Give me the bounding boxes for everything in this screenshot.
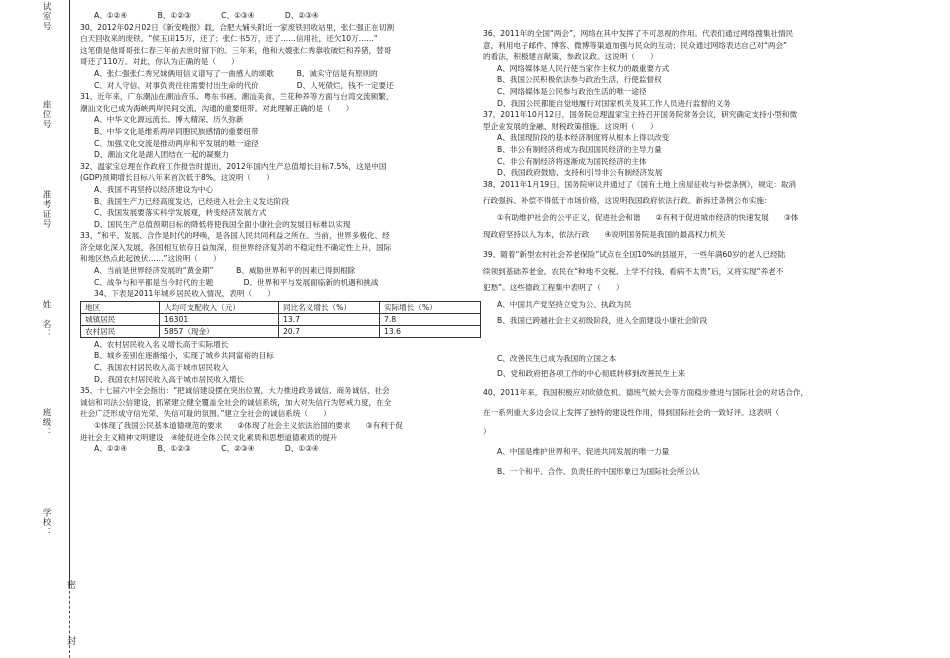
- q34-option: A、农村居民收入名义增长高于实际增长: [94, 339, 229, 349]
- q30-line: 30、2012年02月02日《新安晚报》载，合肥大辅头附近一家废铁回收站里，张仁强正在切割: [80, 22, 395, 32]
- q39-line: 续领到基础养老金。农民在“种地不交税、上学不付钱、看病不太贵”后，又将实现“养老不: [483, 266, 784, 276]
- q40-line: 在一系列重大多边会议上发挥了独特的建设性作用，得到国际社会的一致好评。这表明（: [483, 407, 780, 417]
- q31-option: C、加强文化交流是推动两岸和平发展的唯一途径: [94, 138, 259, 148]
- q39-option: D、党和政府把各项工作的中心彻底转移到改善民生上来: [497, 368, 686, 378]
- q30-line: 白天回收来的废铁。“侯玉田15万，还了；张仁书5万，还了……信用社，还欠10万……”: [80, 34, 378, 44]
- q39-option: A、中国共产党坚持立党为公、执政为民: [497, 299, 632, 309]
- right-column: [483, 28, 938, 477]
- q35-options: A、①②④ B、①②③ C、②③④ D、①③④: [94, 444, 319, 454]
- q36-option: B、我国公民积极依法参与政治生活，行使监督权: [497, 75, 662, 85]
- income-table: [80, 301, 481, 338]
- table-cell: 20.7: [279, 325, 380, 337]
- q32-line: (GDP)预期增长目标八年来首次低于8%。这说明（ ）: [80, 173, 274, 183]
- seal-char-feng: 封: [65, 636, 75, 645]
- q36-line: 意，利用电子邮件、博客、微博等渠道加强与民众的互动；民众通过网络表达自己对“两会”: [483, 40, 788, 50]
- q32-option: A、我国不再坚持以经济建设为中心: [94, 184, 214, 194]
- table-header-cell: 人均可支配收入（元）: [160, 301, 279, 313]
- table-cell: 城镇居民: [81, 313, 160, 325]
- left-column: [80, 10, 485, 455]
- q29-options: A、①②④ B、①②③ C、①③④ D、②③④: [94, 11, 319, 20]
- q31-option: B、中华文化是维系两岸同胞民族感情的重要纽带: [94, 126, 259, 136]
- q36-option: C、网络媒体是公民参与政治生活的唯一途径: [497, 86, 647, 96]
- q30-line: 哥还了110万。对此，你认为正确的是（ ）: [80, 57, 239, 67]
- q35-line: 社会广泛形成守信光荣、失信可耻的氛围。”建立全社会的诚信系统（ ）: [80, 409, 331, 419]
- q38-line: 38、2011年1月19日，国务院审议并通过了《国有土地上房屋征收与补偿条例》，规定：取消: [483, 179, 797, 189]
- q33-line: 33、“和平、发展、合作是时代的呼唤，是各国人民共同利益之所在。当前，世界多极化、经: [80, 231, 390, 241]
- table-cell: 13.6: [380, 325, 481, 337]
- q37-option: C、非公有制经济将逐渐成为国民经济的主体: [497, 156, 647, 166]
- q30-line: 这笔债是他哥哥张仁春三年前去世时留下的。三年来，他和大嫂张仁秀靠收破烂和养猪，替哥: [80, 45, 392, 55]
- q35-statement: 进社会主义精神文明建设 ④能促进全体公民文化素质和思想道德素质的提升: [80, 432, 338, 442]
- q40-option: B、一个和平、合作、负责任的中国形象已为国际社会所公认: [497, 466, 700, 476]
- q31-line: 31、近年来，广东潮汕在潮汕音乐、粤东书画、潮汕美食、兰花种养等方面与台湾交流频繁，: [80, 92, 394, 102]
- q33-line: 和地区热点此起彼伏……”这说明（ ）: [80, 254, 221, 264]
- table-row: [81, 313, 481, 325]
- table-header-cell: 同比名义增长（%）: [279, 301, 380, 313]
- q36-line: 的看法，积极建言献策、参政议政。这说明（ ）: [483, 52, 658, 62]
- q33-option: A、当前是世界经济发展的“黄金期” B、威胁世界和平的因素已得到根除: [94, 266, 356, 276]
- q39-option: B、我国已跨越社会主义初级阶段，进入全面建设小康社会阶段: [497, 316, 708, 326]
- school-label: 学校：: [41, 508, 51, 537]
- table-header-cell: 地区: [81, 301, 160, 313]
- q40-option: A、中国是维护世界和平、促进共同发展的唯一力量: [497, 447, 670, 457]
- q39-option: C、改善民生已成为我国的立国之本: [497, 354, 617, 364]
- q37-line: 型企业发展的金融、财税政策措施。这说明（ ）: [483, 121, 658, 131]
- q39-line: 犯愁”。这些德政工程集中表明了（ ）: [483, 283, 624, 293]
- exam-room-label: 试室号: [41, 2, 51, 31]
- q32-option: B、我国生产力已经高度发达，已经进入社会主义发达阶段: [94, 196, 290, 206]
- q32-option: C、我国发展要落实科学发展观，转变经济发展方式: [94, 208, 267, 218]
- q31-option: A、中华文化源远流长、博大精深、历久弥新: [94, 115, 244, 125]
- q35-statement: ①体现了我国公民基本道德规范的要求 ②体现了社会主义依法治国的要求 ③有利于促: [94, 421, 403, 430]
- q34-option: C、我国农村居民收入高于城市居民收入: [94, 363, 229, 373]
- q38-statement: 现政府坚持以人为本，依法行政 ④说明国务院是我国的最高权力机关: [483, 229, 726, 239]
- q35-line: 诚信和司法公信建设，抓紧建立健全覆盖全社会的诚信系统，加大对失信行为惩戒力度，在全: [80, 397, 392, 407]
- q31-line: 潮汕文化已成为海峡两岸民间交流、沟通的重要纽带。对此理解正确的是（ ）: [80, 103, 354, 113]
- q40-line: ）: [483, 427, 491, 437]
- q37-line: 37、2011年10月12日，国务院总理温家宝主持召开国务院常务会议，研究确定支持小型和微: [483, 110, 798, 120]
- table-header-cell: 实际增长（%）: [380, 301, 481, 313]
- name-label: 姓 名：: [41, 300, 51, 339]
- q34-line: 34、下表是2011年城乡居民收入情况，表明（ ）: [94, 289, 275, 299]
- table-cell: 5857（现金）: [160, 325, 279, 337]
- table-cell: 16301: [160, 313, 279, 325]
- q36-option: D、我国公民都能自觉地履行对国家机关及其工作人员进行监督的义务: [497, 98, 731, 108]
- q40-line: 40、2011年来，我国积极应对欧债危机、德班气候大会等方面稳步推进与国际社会的对话合作，: [483, 388, 809, 398]
- seat-number-label: 座位号: [41, 100, 51, 129]
- q37-option: A、我国现阶段的基本经济制度将从根本上得以改变: [497, 133, 670, 143]
- q32-option: D、国民生产总值预期目标的降低将使我国全面小康社会的发展目标难以实现: [94, 219, 351, 229]
- q35-line: 35、十七届六中全会指出：“把诚信建设摆在突出位置，大力推进政务诚信、商务诚信、社会: [80, 386, 390, 396]
- table-cell: 7.8: [380, 313, 481, 325]
- admission-ticket-label: 准考证号: [41, 190, 51, 229]
- q30-option: A、张仁强张仁秀兄妹俩用信义谱写了一曲感人的颂歌 B、诚实守信是有原则的: [94, 68, 378, 78]
- q34-option: B、城乡差别在逐渐缩小，实现了城乡共同富裕的目标: [94, 351, 274, 361]
- table-row: [81, 325, 481, 337]
- seal-line-dashed: [69, 586, 70, 658]
- class-label: 班级：: [41, 408, 51, 437]
- table-cell: 农村居民: [81, 325, 160, 337]
- q36-line: 36、2011年的全国“两会”，网络在其中发挥了不可忽视的作用。代表们通过网络搜集社情民: [483, 29, 794, 38]
- q37-option: B、非公有制经济将成为我国国民经济的主导力量: [497, 144, 662, 154]
- table-header-row: [81, 301, 481, 313]
- q38-statement: ①有助维护社会的公平正义，促进社会和谐 ②有利于促进城市经济的快速发展 ③体: [497, 212, 799, 222]
- q32-line: 32、温家宝总理在作政府工作报告时提出，2012年国内生产总值增长目标7.5%，这是中国: [80, 161, 387, 171]
- q38-line: 行政强拆、补偿不得低于市场价格，这说明我国政府依法行政。新拆迁条例公布实施：: [483, 196, 772, 206]
- q31-option: D、潮汕文化是湖人团结在一起的凝聚力: [94, 150, 229, 160]
- table-cell: 13.7: [279, 313, 380, 325]
- q33-option: C、战争与和平都是当今时代的主题 D、世界和平与发展面临新的机遇和挑战: [94, 277, 379, 287]
- q30-option: C、对人守信、对事负责往往需要付出生命的代价 D、人死债烂，钱不一定要还: [94, 80, 394, 90]
- q39-line: 39、随着“新型农村社会养老保险”试点在全国10%的县展开，一些年满60岁的老人已经陆: [483, 250, 786, 260]
- seal-line-solid: [69, 0, 70, 586]
- q36-option: A、网络媒体是人民行使当家作主权力的最重要方式: [497, 63, 670, 73]
- seal-char-mi: 密: [65, 580, 75, 589]
- q33-line: 济全球化深入发展，各国相互依存日益加深，但世界经济复苏的不稳定性不确定性上升，国际: [80, 242, 392, 252]
- q37-option: D、我国政府鼓励、支持和引导非公有制经济发展: [497, 168, 663, 178]
- q34-option: D、我国农村居民收入高于城市居民收入增长: [94, 374, 245, 384]
